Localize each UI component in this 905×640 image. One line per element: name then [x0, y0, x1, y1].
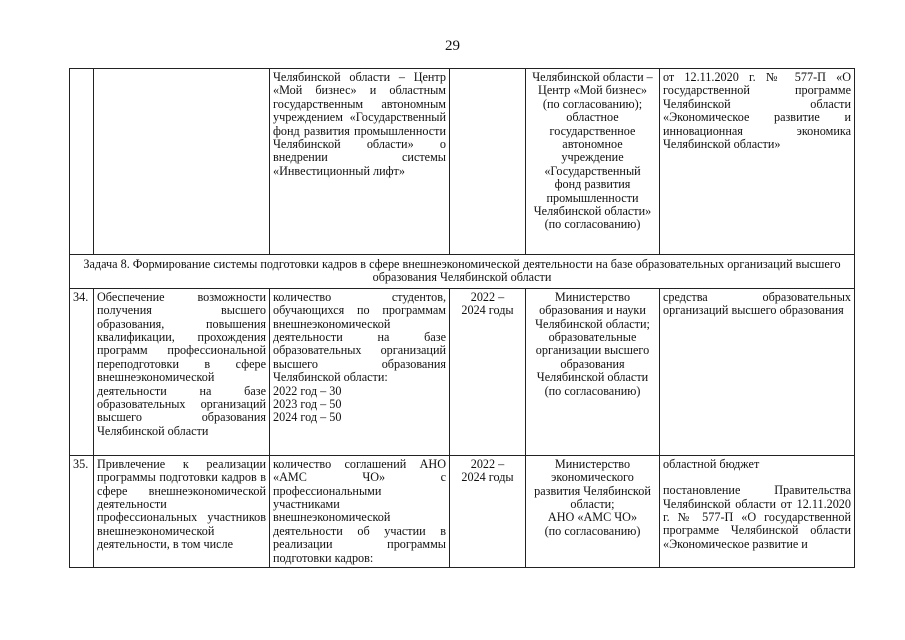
row-number: 34. [70, 288, 94, 455]
event-cell-empty [94, 69, 270, 255]
indicator-cell: Челябинской области – Центр «Мой бизнес» и областным государственным автономным учреждением «Государственный фонд развития промышленности Челябинской области» о внедрении системы «Инвестиционный лифт» [270, 69, 450, 255]
event-cell: Привлечение к реализации программы подготовки кадров в сфере внешнеэкономической деятельности профессиональных участников внешнеэкономической деятельности, в том числе [94, 455, 270, 567]
indicator-value-2023: 2023 год – 50 [273, 397, 342, 412]
table-row-34 [70, 288, 855, 455]
program-table [69, 68, 855, 568]
task-heading-row [70, 255, 855, 289]
table-row-35 [70, 455, 855, 567]
indicator-cell: количество соглашений АНО «АМС ЧО» с профессиональными участниками внешнеэкономической деятельности об участии в реализации программы подготовки кадров: [270, 455, 450, 567]
period-cell: 2022 – 2024 годы [450, 288, 526, 455]
indicator-text: количество студентов, обучающихся по программам внешнеэкономической деятельности на базе образовательных организаций высшего образования Челябинской области: [273, 289, 446, 385]
source-resolution: постановление Правительства Челябинской области от 12.11.2020 г. № 577-П «О государственной программе Челябинской области «Экономическое развитие и [663, 483, 851, 551]
executor-cell: Челябинской области – Центр «Мой бизнес» (по согласованию); областное государственное автономное учреждение «Государственный фонд развития промышленности Челябинской области» (по согласованию) [526, 69, 660, 255]
event-cell: Обеспечение возможности получения высшего образования, повышения квалификации, прохождения программ профессиональной переподготовки в сфере внешнеэкономической деятельности на базе образовательных организаций высшего образования Челябинской области [94, 288, 270, 455]
page-number: 29 [445, 38, 460, 54]
period-cell-empty [450, 69, 526, 255]
source-cell: средства образовательных организаций высшего образования [660, 288, 855, 455]
indicator-value-2022: 2022 год – 30 [273, 383, 342, 398]
executor-cell: Министерство образования и науки Челябинской области; образовательные организации высшего образования Челябинской области (по согласованию) [526, 288, 660, 455]
source-cell: от 12.11.2020 г. № 577-П «О государственной программе Челябинской области «Экономическое развитие и инновационная экономика Челябинской области» [660, 69, 855, 255]
number-cell-empty [70, 69, 94, 255]
executor-cell: Министерство экономического развития Челябинской области; АНО «АМС ЧО» (по согласованию) [526, 455, 660, 567]
indicator-cell [270, 288, 450, 455]
indicator-value-2024: 2024 год – 50 [273, 410, 342, 425]
period-cell: 2022 – 2024 годы [450, 455, 526, 567]
task-heading: Задача 8. Формирование системы подготовки кадров в сфере внешнеэкономической деятельности на базе образовательных организаций высшего образования Челябинской области [70, 255, 855, 289]
source-budget: областной бюджет [663, 456, 760, 471]
source-cell [660, 455, 855, 567]
continued-row [70, 69, 855, 255]
row-number: 35. [70, 455, 94, 567]
